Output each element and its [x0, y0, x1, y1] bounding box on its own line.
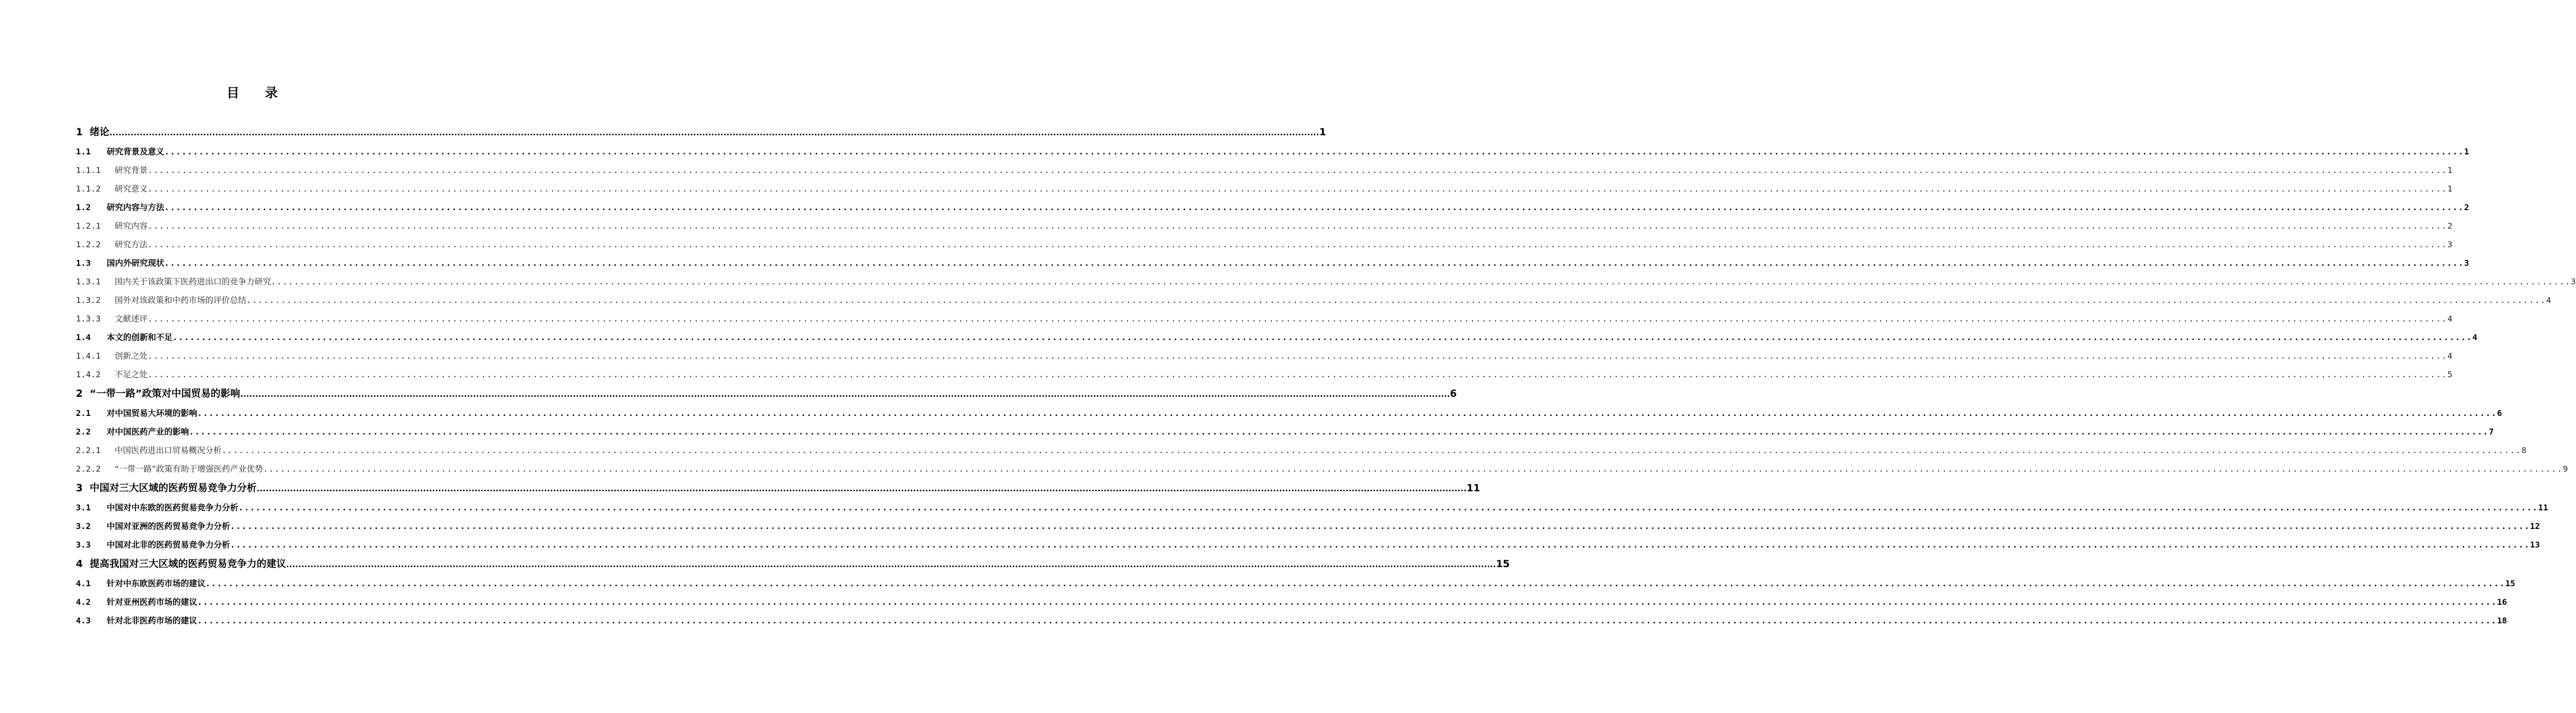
- toc-entry-page-number: 12: [2530, 521, 2540, 531]
- dot-leader: ................................................................................................................................................................................................................................................................................................................................................................................................................: [197, 597, 2497, 607]
- toc-entry-title: 研究内容: [115, 221, 148, 231]
- toc-entry-title: 本文的创新和不足: [107, 333, 173, 342]
- toc-entry-number: 1.1.2: [76, 184, 101, 194]
- toc-entry-number: 1.2: [76, 203, 91, 212]
- dot-leader: ................................................................................................................................................................................................................................................................................................................................................................................................................: [230, 540, 2530, 550]
- toc-entry-number: 1.3.2: [76, 295, 101, 305]
- toc-entry-page-number: 4: [2447, 351, 2453, 361]
- toc-entry[interactable]: [76, 180, 2453, 198]
- toc-entry-number: 4.1: [76, 579, 91, 588]
- toc-entry-page-number: 15: [2505, 579, 2515, 588]
- toc-entry[interactable]: [76, 612, 2507, 630]
- toc-entry-number: 1.4.1: [76, 351, 101, 361]
- dot-leader: ................................................................................................................................................................................................................................................................................................................................................................................................................: [271, 277, 2571, 286]
- toc-entry-title: 国内外研究现状: [107, 258, 165, 268]
- toc-entry-number: 1.2.2: [76, 240, 101, 249]
- toc-entry-page-number: 1: [2464, 147, 2469, 156]
- toc-entry-page-number: 7: [2488, 427, 2494, 437]
- toc-entry-title: 研究意义: [115, 184, 148, 194]
- toc-entry-number: 3.1: [76, 503, 91, 512]
- toc-entry[interactable]: [76, 291, 2552, 310]
- dot-leader: ................................................................................................................................................................................................................................................................................................................................................................................................................: [286, 560, 1496, 569]
- toc-entry[interactable]: [76, 404, 2502, 423]
- toc-entry-title: 文献述评: [115, 314, 148, 324]
- dot-leader: ................................................................................................................................................................................................................................................................................................................................................................................................................: [148, 240, 2448, 249]
- toc-entry-page-number: 3: [2571, 277, 2576, 286]
- toc-entry[interactable]: [76, 536, 2540, 554]
- dot-leader: ................................................................................................................................................................................................................................................................................................................................................................................................................: [164, 203, 2465, 212]
- toc-entry-page-number: 11: [2538, 503, 2548, 512]
- toc-entry-page-number: 16: [2497, 597, 2507, 607]
- toc-entry[interactable]: [76, 479, 1480, 499]
- toc-entry-number: 1.1.1: [76, 166, 101, 175]
- toc-entry-title: 绪论: [90, 127, 110, 138]
- toc-entry[interactable]: [76, 198, 2469, 217]
- toc-entry-page-number: 1: [2447, 166, 2453, 175]
- dot-leader: ................................................................................................................................................................................................................................................................................................................................................................................................................: [230, 521, 2530, 531]
- toc-entry-page-number: 13: [2530, 540, 2540, 550]
- toc-entry[interactable]: [76, 161, 2453, 180]
- dot-leader: ................................................................................................................................................................................................................................................................................................................................................................................................................: [148, 370, 2448, 379]
- toc-entry-title: 针对北非医药市场的建议: [107, 616, 197, 625]
- toc-entry-page-number: 6: [2497, 408, 2502, 418]
- toc-entry[interactable]: [76, 499, 2548, 517]
- toc-entry-number: 1.3: [76, 258, 91, 268]
- dot-leader: ................................................................................................................................................................................................................................................................................................................................................................................................................: [238, 503, 2538, 512]
- toc-entry-title: 不足之处: [115, 370, 148, 379]
- dot-leader: ................................................................................................................................................................................................................................................................................................................................................................................................................: [164, 147, 2465, 156]
- toc-entry-number: 4.2: [76, 597, 91, 607]
- dot-leader: ................................................................................................................................................................................................................................................................................................................................................................................................................: [221, 446, 2522, 455]
- dot-leader: ................................................................................................................................................................................................................................................................................................................................................................................................................: [197, 408, 2497, 418]
- toc-entry-page-number: 4: [2472, 333, 2478, 342]
- toc-entry-page-number: 2: [2464, 203, 2469, 212]
- dot-leader: ................................................................................................................................................................................................................................................................................................................................................................................................................: [148, 351, 2448, 361]
- page-title: 目 录: [226, 85, 289, 100]
- toc-entry-number: 1: [76, 127, 83, 138]
- toc-entry-title: “一带一路”政策对中国贸易的影响: [90, 388, 240, 399]
- toc-entry[interactable]: [76, 554, 1510, 575]
- toc-entry-title: 中国医药进出口贸易概况分析: [115, 446, 222, 455]
- toc-entry[interactable]: [76, 273, 2576, 291]
- toc-entry-title: “一带一路”政策有助于增强医药产业优势: [115, 464, 263, 474]
- dot-leader: ................................................................................................................................................................................................................................................................................................................................................................................................................: [164, 258, 2465, 268]
- toc-entry-number: 1.1: [76, 147, 91, 156]
- toc-entry-number: 4.3: [76, 616, 91, 625]
- dot-leader: ................................................................................................................................................................................................................................................................................................................................................................................................................: [148, 166, 2448, 175]
- toc-entry[interactable]: [76, 328, 2478, 347]
- dot-leader: ................................................................................................................................................................................................................................................................................................................................................................................................................: [256, 484, 1467, 493]
- toc-entry[interactable]: [76, 593, 2507, 612]
- toc-entry[interactable]: [76, 310, 2453, 328]
- toc-entry[interactable]: [76, 347, 2453, 366]
- toc-entry-title: 研究方法: [115, 240, 148, 249]
- toc-entry-title: 针对中东欧医药市场的建议: [107, 579, 206, 588]
- toc-entry[interactable]: [76, 441, 2527, 460]
- toc-entry-title: 国外对该政策和中药市场的评价总结: [115, 295, 247, 305]
- toc-entry-number: 3: [76, 483, 83, 494]
- toc-entry-title: 提高我国对三大区域的医药贸易竞争力的建议: [90, 559, 287, 570]
- toc-entry-number: 2.2.1: [76, 446, 101, 455]
- toc-entry-number: 3.3: [76, 540, 91, 550]
- toc-entry-number: 1.4.2: [76, 370, 101, 379]
- table-of-contents: [76, 123, 2576, 630]
- dot-leader: ................................................................................................................................................................................................................................................................................................................................................................................................................: [205, 579, 2505, 588]
- toc-entry[interactable]: [76, 460, 2568, 479]
- dot-leader: ................................................................................................................................................................................................................................................................................................................................................................................................................: [173, 333, 2472, 342]
- dot-leader: ................................................................................................................................................................................................................................................................................................................................................................................................................: [148, 314, 2448, 324]
- dot-leader: ................................................................................................................................................................................................................................................................................................................................................................................................................: [246, 295, 2546, 305]
- toc-entry-title: 研究背景: [115, 166, 148, 175]
- toc-entry-number: 2: [76, 388, 83, 399]
- toc-entry-title: 国内关于该政策下医药进出口的竞争力研究: [115, 277, 271, 286]
- toc-entry[interactable]: [76, 517, 2540, 536]
- toc-entry-page-number: 3: [2447, 240, 2453, 249]
- toc-entry[interactable]: [76, 423, 2494, 441]
- toc-entry[interactable]: [76, 384, 1457, 404]
- toc-entry-page-number: 8: [2521, 446, 2527, 455]
- toc-entry[interactable]: [76, 217, 2453, 236]
- toc-entry-page-number: 5: [2447, 370, 2453, 379]
- toc-entry-title: 研究内容与方法: [107, 203, 165, 212]
- toc-entry-title: 中国对三大区域的医药贸易竞争力分析: [90, 483, 257, 494]
- toc-entry-number: 4: [76, 559, 83, 570]
- toc-entry-title: 中国对亚洲的医药贸易竞争力分析: [107, 521, 230, 531]
- toc-entry-page-number: 9: [2563, 464, 2568, 474]
- dot-leader: ................................................................................................................................................................................................................................................................................................................................................................................................................: [109, 128, 1320, 137]
- toc-entry-page-number: 15: [1496, 559, 1510, 570]
- toc-entry-page-number: 3: [2464, 258, 2469, 268]
- toc-entry-page-number: 18: [2497, 616, 2507, 625]
- toc-entry-page-number: 2: [2447, 221, 2453, 231]
- toc-entry-page-number: 11: [1466, 483, 1480, 494]
- toc-entry-number: 2.2: [76, 427, 91, 437]
- toc-entry-page-number: 1: [2447, 184, 2453, 194]
- dot-leader: ................................................................................................................................................................................................................................................................................................................................................................................................................: [240, 389, 1450, 399]
- toc-entry-number: 1.2.1: [76, 221, 101, 231]
- toc-entry-title: 对中国医药产业的影响: [107, 427, 189, 437]
- toc-entry[interactable]: [76, 575, 2515, 593]
- toc-entry-number: 1.3.3: [76, 314, 101, 324]
- toc-entry[interactable]: [76, 143, 2469, 161]
- toc-entry-title: 对中国贸易大环境的影响: [107, 408, 197, 418]
- toc-entry[interactable]: [76, 123, 1326, 143]
- toc-entry-title: 针对亚州医药市场的建议: [107, 597, 197, 607]
- toc-entry-title: 研究背景及意义: [107, 147, 165, 156]
- toc-entry-number: 1.4: [76, 333, 91, 342]
- dot-leader: ................................................................................................................................................................................................................................................................................................................................................................................................................: [197, 616, 2497, 625]
- toc-entry[interactable]: [76, 254, 2469, 273]
- toc-entry-page-number: 6: [1450, 388, 1457, 399]
- dot-leader: ................................................................................................................................................................................................................................................................................................................................................................................................................: [263, 464, 2563, 474]
- dot-leader: ................................................................................................................................................................................................................................................................................................................................................................................................................: [148, 184, 2448, 194]
- toc-entry-page-number: 4: [2546, 295, 2552, 305]
- toc-entry-number: 2.2.2: [76, 464, 101, 474]
- dot-leader: ................................................................................................................................................................................................................................................................................................................................................................................................................: [148, 221, 2448, 231]
- toc-entry-title: 中国对北非的医药贸易竞争力分析: [107, 540, 230, 550]
- dot-leader: ................................................................................................................................................................................................................................................................................................................................................................................................................: [189, 427, 2489, 437]
- toc-entry-number: 3.2: [76, 521, 91, 531]
- toc-entry-page-number: 4: [2447, 314, 2453, 324]
- toc-entry[interactable]: [76, 236, 2453, 254]
- toc-entry[interactable]: [76, 366, 2453, 384]
- toc-entry-number: 2.1: [76, 408, 91, 418]
- toc-entry-title: 中国对中东欧的医药贸易竞争力分析: [107, 503, 239, 512]
- toc-entry-page-number: 1: [1319, 127, 1326, 138]
- toc-entry-number: 1.3.1: [76, 277, 101, 286]
- toc-entry-title: 创新之处: [115, 351, 148, 361]
